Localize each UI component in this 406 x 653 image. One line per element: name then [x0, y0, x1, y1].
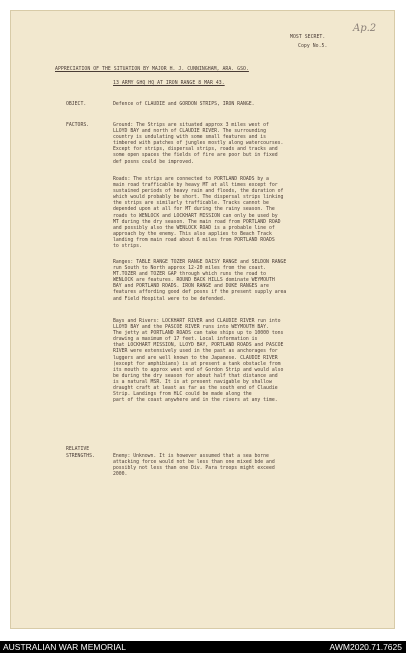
roads-paragraph: Roads: The strips are connected to PORTLAND ROADS by a main road trafficable by heavy MT at all times except for sustained periods of heavy rain and floods, the duration of which would probably be short. The dispersal strips linking the strips are similarly trafficable. Tracks cannot be depended upon at all for MT during the rainy season. The roads to WENLOCK and LOCKHART MISSION can only be used by MT during the dry season. The main road from PORTLAND ROAD and possibly also the WENLOCK ROAD is a probable line of approach by the enemy. This also applies to Beach Track landing from main road about 6 miles from PORTLAND ROADS to strips.: [113, 177, 284, 250]
ground-paragraph: Ground: The Strips are situated approx 3 miles west of LLOYD BAY and north of CLAUDIE RIVER. The surrounding country is undulating with some small features and is timbered with patches of jungles mostly along watercourses. Except for strips, dispersal strips, roads and tracks and some open spaces the fields of fire are poor but in fixed def posns could be improved.: [113, 123, 284, 165]
footer-institution: AUSTRALIAN WAR MEMORIAL: [3, 642, 126, 652]
classification-marking: MOST SECRET.: [290, 35, 326, 40]
relative-strengths-label-2: STRENGTHS.: [66, 454, 95, 459]
document-subtitle: 13 ARMY GHQ HQ AT IRON RANGE 8 MAR 43.: [113, 81, 225, 86]
bays-rivers-paragraph: Bays and Rivers: LOCKHART RIVER and CLAUDIE RIVER run into LLOYD BAY and the PASCOE RIVER runs into WEYMOUTH BAY. The jetty at PORTLAND ROADS can take ships up to 10000 tons drawing a maximum of 17 feet. Local information is that LOCKHART MISSION, LLOYD BAY, PORTLAND ROADS and PASCOE RIVER were extensively used in the past as anchorages for luggers and are well known to the Japanese. CLAUDIE RIVER (except for amphibians) is at present a tank obstacle from its mouth to approx west end of Gordon Strip and would also be during the dry season for about half that distance and is a natural MSR. It is at present navigable by shallow draught craft at least as far as the south end of Claudie Strip. Landings from HLC could be made along the part of the coast anywhere and in the rivers at any time.: [113, 319, 284, 404]
copy-number: Copy No.5.: [298, 44, 328, 49]
object-text: Defence of CLAUDIE and GORDON STRIPS, IRON RANGE.: [113, 102, 255, 107]
document-page: [10, 10, 395, 629]
object-label: OBJECT.: [66, 102, 87, 107]
factors-label: FACTORS.: [66, 123, 90, 128]
enemy-paragraph: Enemy: Unknown. It is however assumed that a sea borne attacking force would not be less than one mixed bde and possibly not less than one Div. Para troops might exceed 2000.: [113, 454, 275, 478]
relative-strengths-label-1: RELATIVE: [66, 447, 90, 452]
footer-accession-number: AWM2020.71.7625: [329, 642, 402, 652]
document-title: APPRECIATION OF THE SITUATION BY MAJOR H. J. CUNNINGHAM, ARA. GSO.: [55, 67, 249, 72]
ranges-paragraph: Ranges: TABLE RANGE TOZER RANGE DAISY RANGE and SELDON RANGE run South to North approx 12-20 miles from the coast. MT.TOZER and TOZER GAP through which runs the road to WENLOCK are features. ROUND BACK HILLS dominate WEYMOUTH BAY and PORTLAND ROADS. IRON RANGE and DUKE RANGES are features affording good def posns if the present supply area and Field Hospital were to be defended.: [113, 260, 287, 302]
pencil-annotation: Ap.2: [353, 23, 377, 34]
footer-bar: [0, 641, 406, 653]
